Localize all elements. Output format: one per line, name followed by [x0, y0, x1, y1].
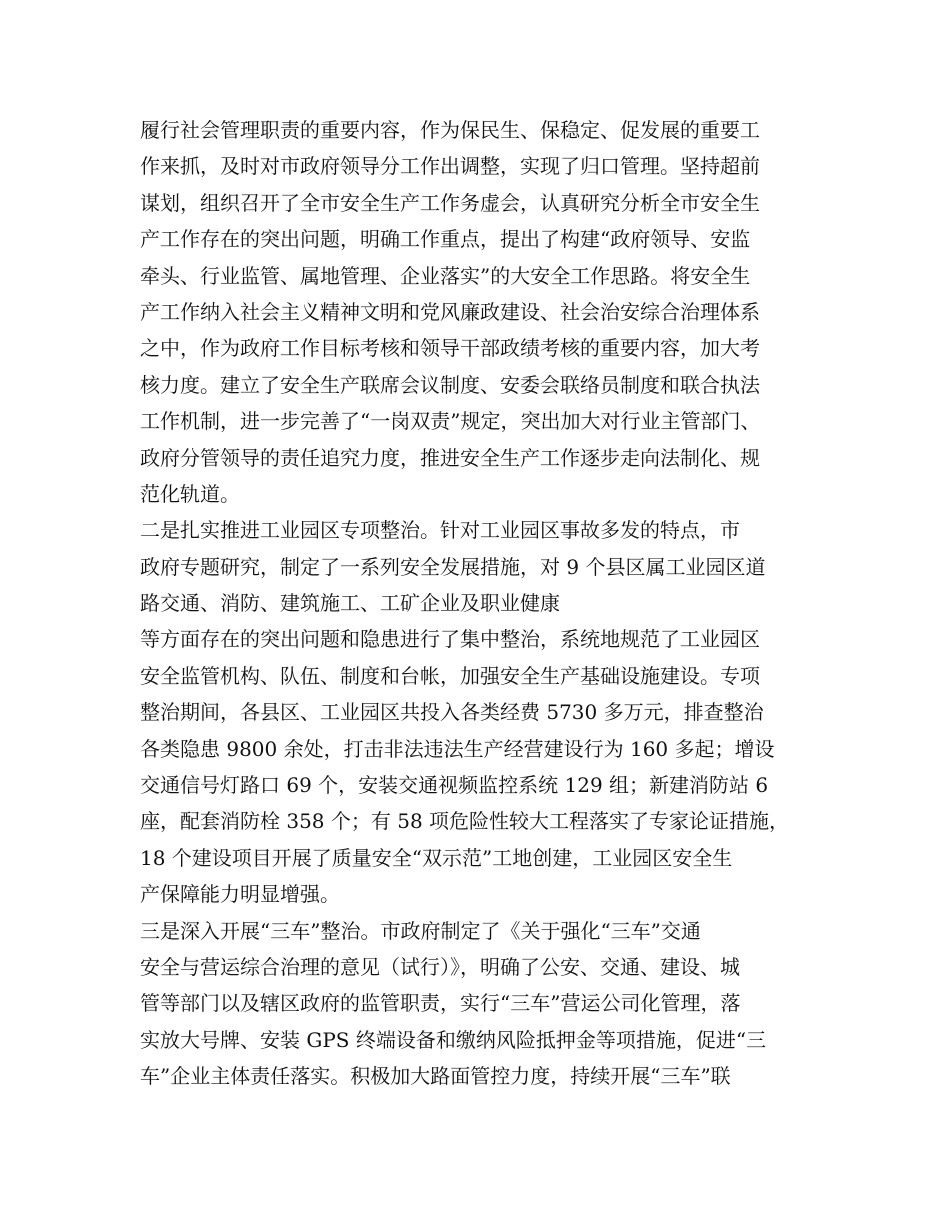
text-line: 安全与营运综合治理的意见（试行）》，明确了公安、交通、建设、城 — [140, 954, 740, 979]
text-line: 履行社会管理职责的重要内容，作为保民生、保稳定、促发展的重要工 — [140, 118, 760, 142]
text-line: 整治期间，各县区、工业园区共投入各类经费 5730 多万元，排查整治 — [140, 700, 764, 725]
text-line: 谋划，组织召开了全市安全生产工作务虚会，认真研究分析全市安全生 — [140, 190, 760, 215]
text-line: 产工作纳入社会主义精神文明和党风廉政建设、社会治安综合治理体系 — [140, 299, 760, 324]
text-line: 产工作存在的突出问题，明确工作重点，提出了构建“政府领导、安监 — [140, 227, 751, 252]
body-text — [140, 112, 830, 1095]
text-line: 各类隐患 9800 余处，打击非法违法生产经营建设行为 160 多起；增设 — [140, 736, 775, 761]
text-line: 之中，作为政府工作目标考核和领导干部政绩考核的重要内容，加大考 — [140, 336, 760, 361]
text-line: 牵头、行业监管、属地管理、企业落实”的大安全工作思路。将安全生 — [140, 263, 751, 288]
text-line: 等方面存在的突出问题和隐患进行了集中整治，系统地规范了工业园区 — [140, 627, 760, 652]
text-line: 产保障能力明显增强。 — [140, 882, 340, 907]
text-line: 交通信号灯路口 69 个，安装交通视频监控系统 129 组；新建消防站 6 — [140, 773, 769, 798]
text-line: 三是深入开展“三车”整治。市政府制定了《关于强化“三车”交通 — [140, 918, 701, 943]
text-line: 座，配套消防栓 358 个；有 58 项危险性较大工程落实了专家论证措施， — [140, 809, 790, 834]
text-line: 工作机制，进一步完善了“一岗双责”规定，突出加大对行业主管部门、 — [140, 409, 761, 434]
text-line: 二是扎实推进工业园区专项整治。针对工业园区事故多发的特点，市 — [140, 518, 740, 543]
text-line: 18 个建设项目开展了质量安全“双示范”工地创建，工业园区安全生 — [140, 845, 733, 870]
text-line: 核力度。建立了安全生产联席会议制度、安委会联络员制度和联合执法 — [140, 372, 760, 397]
text-line: 管等部门以及辖区政府的监管职责，实行“三车”营运公司化管理，落 — [140, 991, 741, 1016]
text-line: 车”企业主体责任落实。积极加大路面管控力度，持续开展“三车”联 — [140, 1064, 731, 1089]
text-line: 政府专题研究，制定了一系列安全发展措施，对 9 个县区属工业园区道 — [140, 554, 766, 579]
text-line: 安全监管机构、队伍、制度和台帐，加强安全生产基础设施建设。专项 — [140, 663, 760, 688]
text-line: 作来抓，及时对市政府领导分工作出调整，实现了归口管理。坚持超前 — [140, 154, 760, 179]
text-line: 路交通、消防、建筑施工、工矿企业及职业健康 — [140, 591, 560, 616]
text-line: 政府分管领导的责任追究力度，推进安全生产工作逐步走向法制化、规 — [140, 445, 760, 470]
text-line: 范化轨道。 — [140, 481, 240, 506]
text-line: 实放大号牌、安装 GPS 终端设备和缴纳风险抵押金等项措施，促进“三 — [140, 1027, 767, 1052]
